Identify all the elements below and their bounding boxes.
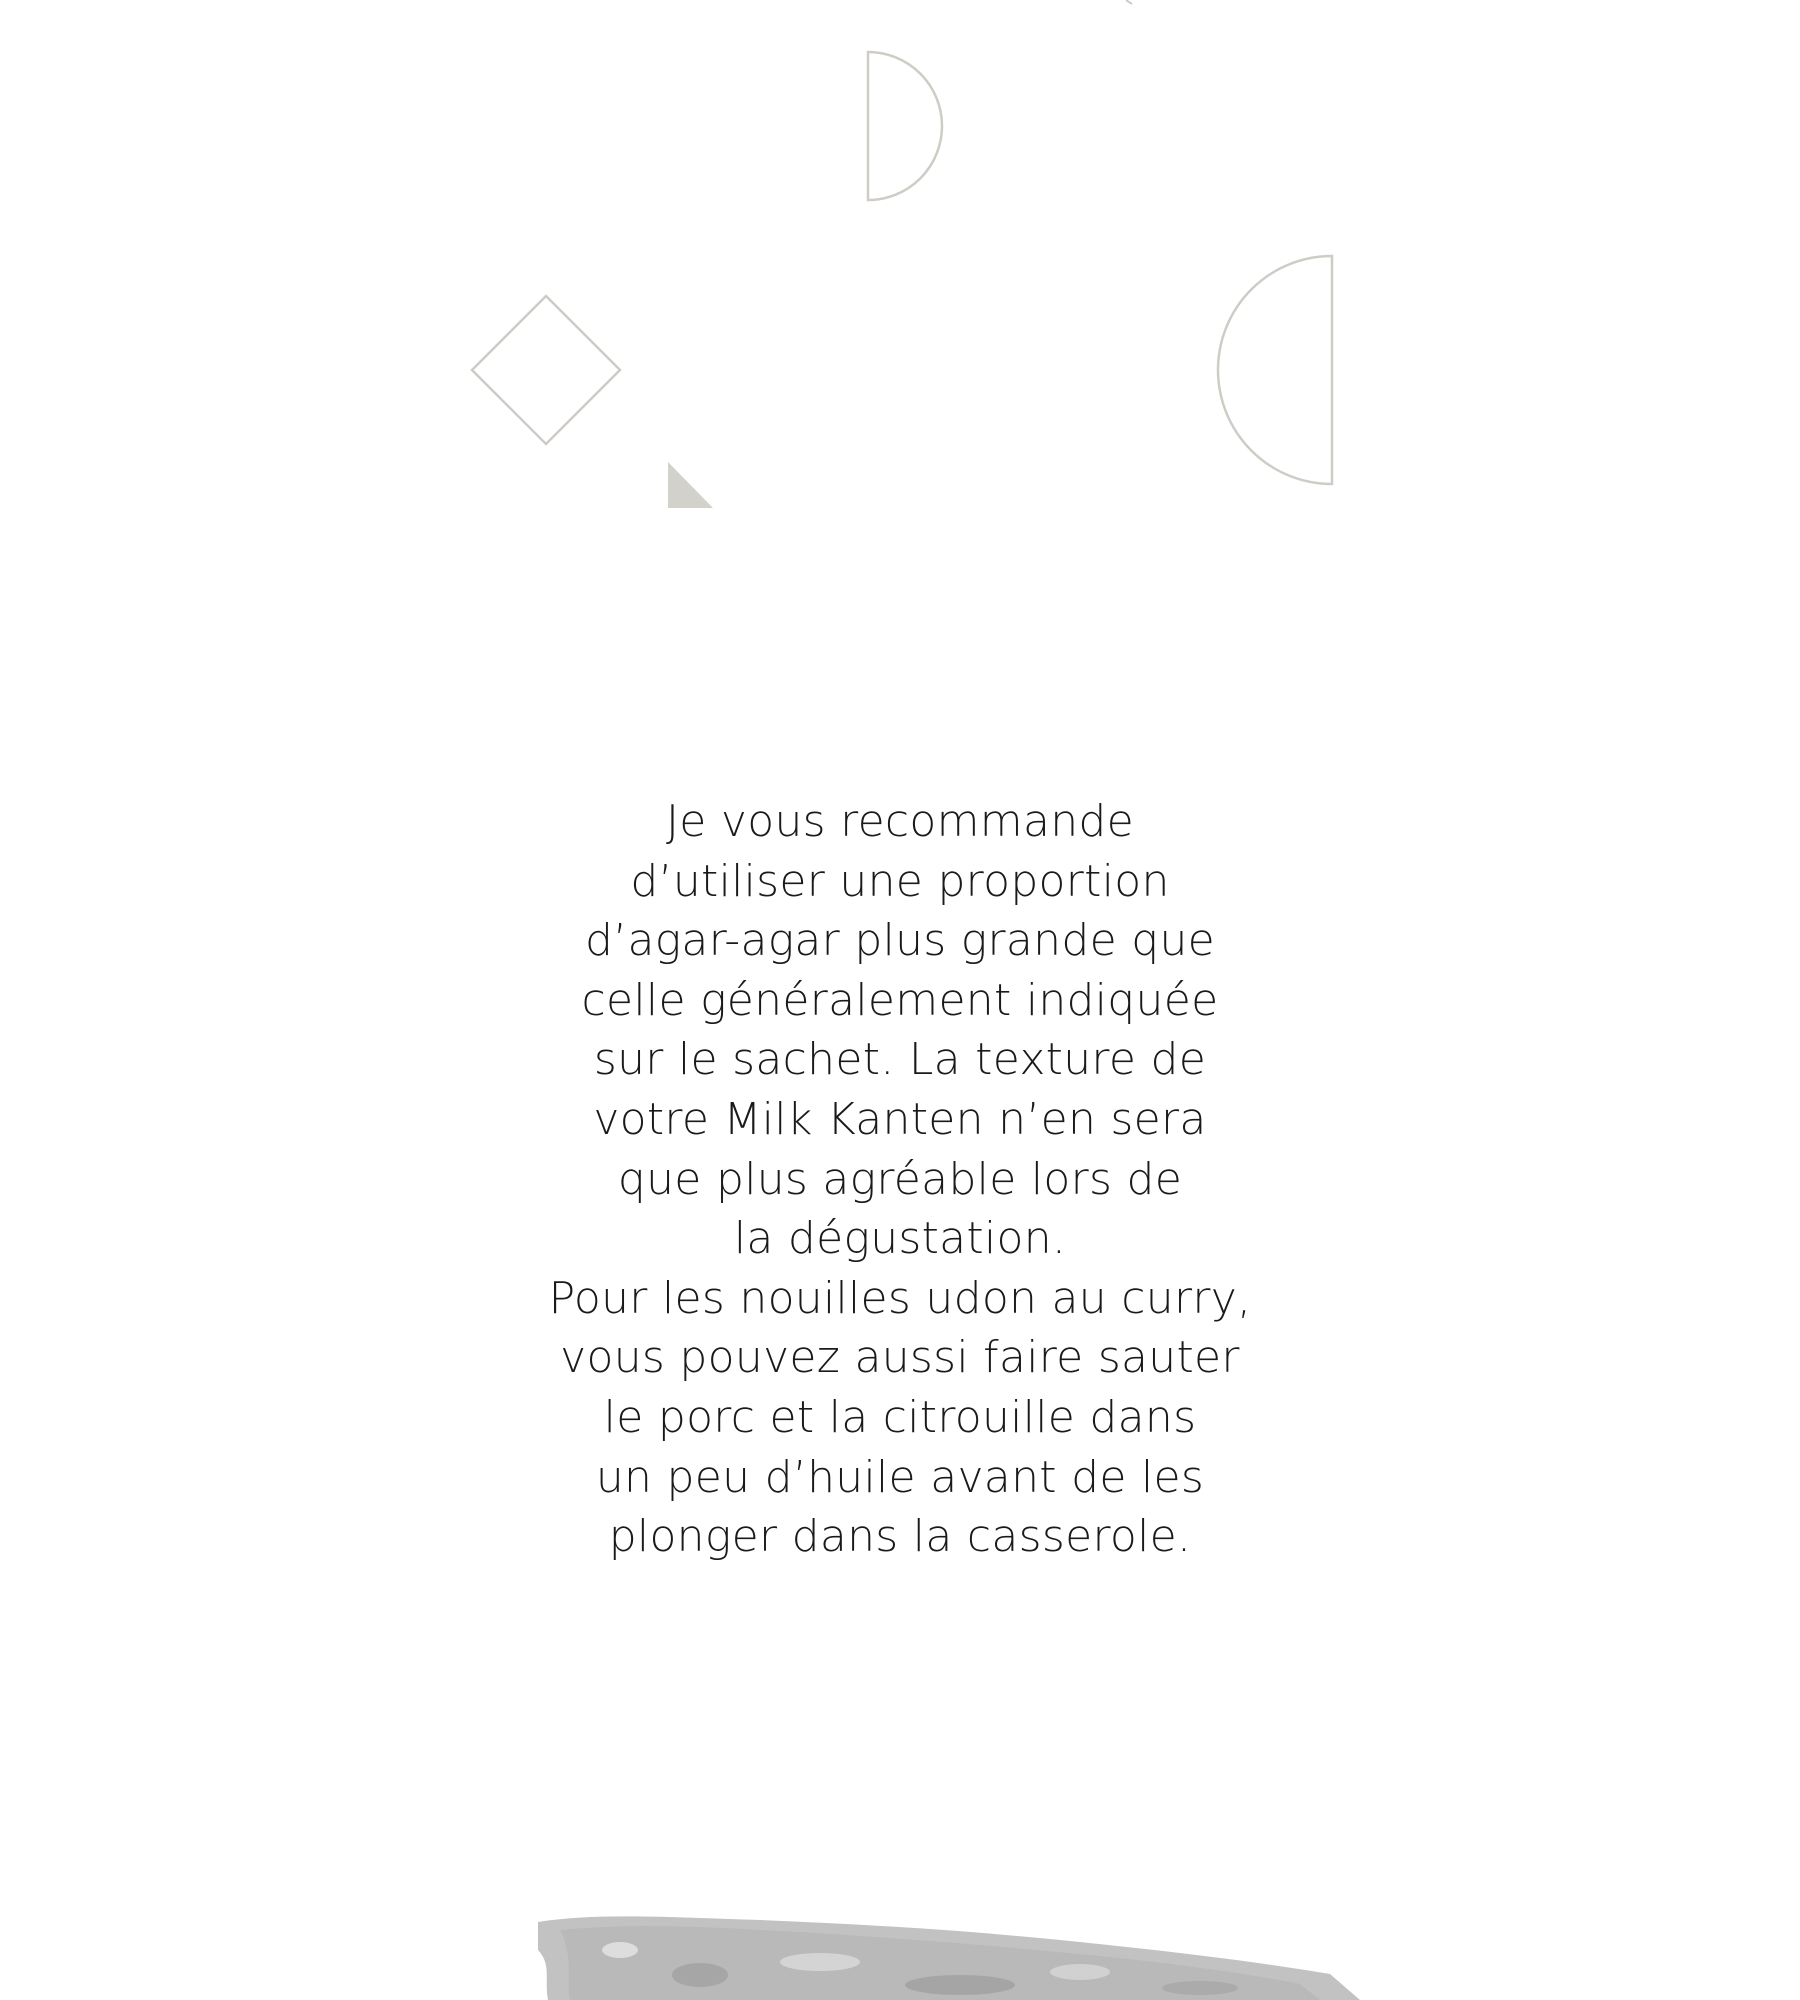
tip-line: votre Milk Kanten n’en sera	[593, 1093, 1207, 1145]
tip-line: Pour les nouilles udon au curry,	[548, 1272, 1252, 1324]
tip-line: plonger dans la casserole.	[608, 1511, 1192, 1563]
tip-line: d’agar-agar plus grande que	[584, 915, 1216, 967]
tip-line: Je vous recommande	[665, 796, 1135, 847]
watercolor-paper-strip	[538, 1916, 1360, 2000]
tip-line: un peu d’huile avant de les	[595, 1451, 1205, 1503]
tip-line: que plus agréable lors de	[617, 1153, 1183, 1205]
half-circle-icon	[868, 52, 942, 200]
half-circle-icon	[1218, 256, 1332, 484]
tip-line: sur le sachet. La texture de	[593, 1034, 1207, 1086]
tip-line: le porc et la citrouille dans	[603, 1391, 1197, 1443]
tip-line: la dégustation.	[733, 1213, 1067, 1265]
tip-line: celle généralement indiquée	[581, 974, 1219, 1026]
tip-line: vous pouvez aussi faire sauter	[560, 1332, 1240, 1384]
tip-paragraph	[450, 792, 1350, 1567]
diamond-icon	[472, 296, 620, 444]
triangle-icon	[668, 462, 713, 508]
corner-mark-icon	[1126, 0, 1132, 4]
tip-line: d’utiliser une proportion	[630, 855, 1170, 907]
